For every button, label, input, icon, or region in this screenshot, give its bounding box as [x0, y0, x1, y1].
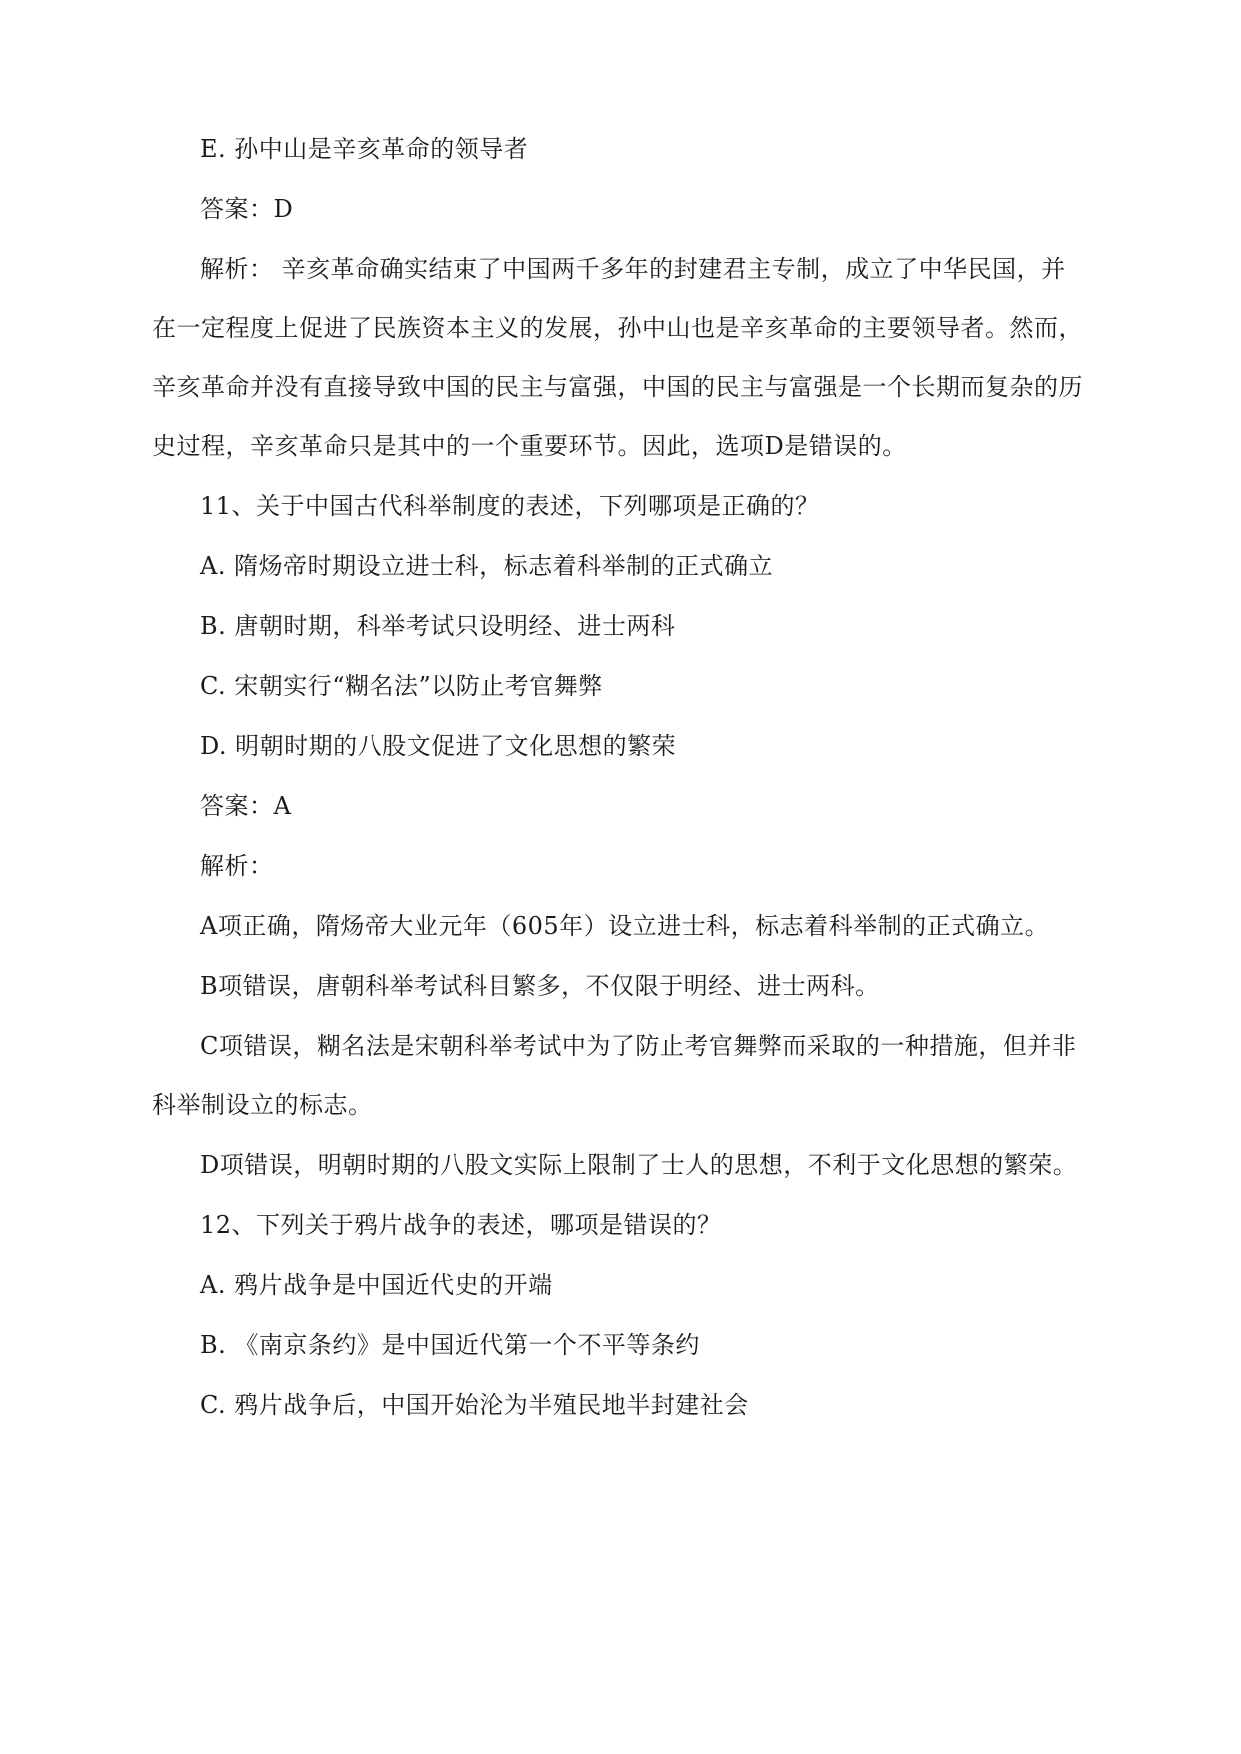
q12-option-a: A. 鸦片战争是中国近代史的开端	[200, 1271, 553, 1299]
q11-option-b: B. 唐朝时期，科举考试只设明经、进士两科	[200, 612, 676, 640]
q11-analysis-item-d: D项错误，明朝时期的八股文实际上限制了士人的思想，不利于文化思想的繁荣。	[200, 1151, 1078, 1179]
q11-analysis-item-c: C项错误，糊名法是宋朝科举考试中为了防止考官舞弊而采取的一种措施，但并非	[200, 1032, 1077, 1060]
q10-analysis-line-4: 史过程，辛亥革命只是其中的一个重要环节。因此，选项D是错误的。	[152, 432, 907, 460]
q11-analysis-item-c-cont: 科举制设立的标志。	[152, 1091, 373, 1119]
q10-analysis-line-2: 在一定程度上促进了民族资本主义的发展，孙中山也是辛亥革命的主要领导者。然而，	[152, 314, 1083, 342]
q10-analysis-line-1: 解析： 辛亥革命确实结束了中国两千多年的封建君主专制，成立了中华民国，并	[200, 255, 1066, 283]
q10-option-e: E. 孙中山是辛亥革命的领导者	[200, 135, 529, 163]
q11-analysis-label: 解析：	[200, 852, 274, 880]
q11-option-d: D. 明朝时期的八股文促进了文化思想的繁荣	[200, 732, 677, 760]
q11-analysis-item-b: B项错误，唐朝科举考试科目繁多，不仅限于明经、进士两科。	[200, 972, 880, 1000]
q11-option-c: C. 宋朝实行“糊名法”以防止考官舞弊	[200, 672, 603, 700]
q11-answer: 答案：A	[200, 792, 292, 820]
q11-option-a: A. 隋炀帝时期设立进士科，标志着科举制的正式确立	[200, 552, 774, 580]
q12-question: 12、下列关于鸦片战争的表述，哪项是错误的？	[200, 1211, 722, 1239]
q11-analysis-item-a: A项正确，隋炀帝大业元年（605年）设立进士科，标志着科举制的正式确立。	[200, 912, 1050, 940]
q10-answer: 答案：D	[200, 195, 294, 223]
q12-option-c: C. 鸦片战争后，中国开始沦为半殖民地半封建社会	[200, 1391, 749, 1419]
q10-analysis-line-3: 辛亥革命并没有直接导致中国的民主与富强，中国的民主与富强是一个长期而复杂的历	[152, 373, 1083, 401]
q11-question: 11、关于中国古代科举制度的表述，下列哪项是正确的？	[200, 492, 820, 520]
q12-option-b: B. 《南京条约》是中国近代第一个不平等条约	[200, 1331, 700, 1359]
